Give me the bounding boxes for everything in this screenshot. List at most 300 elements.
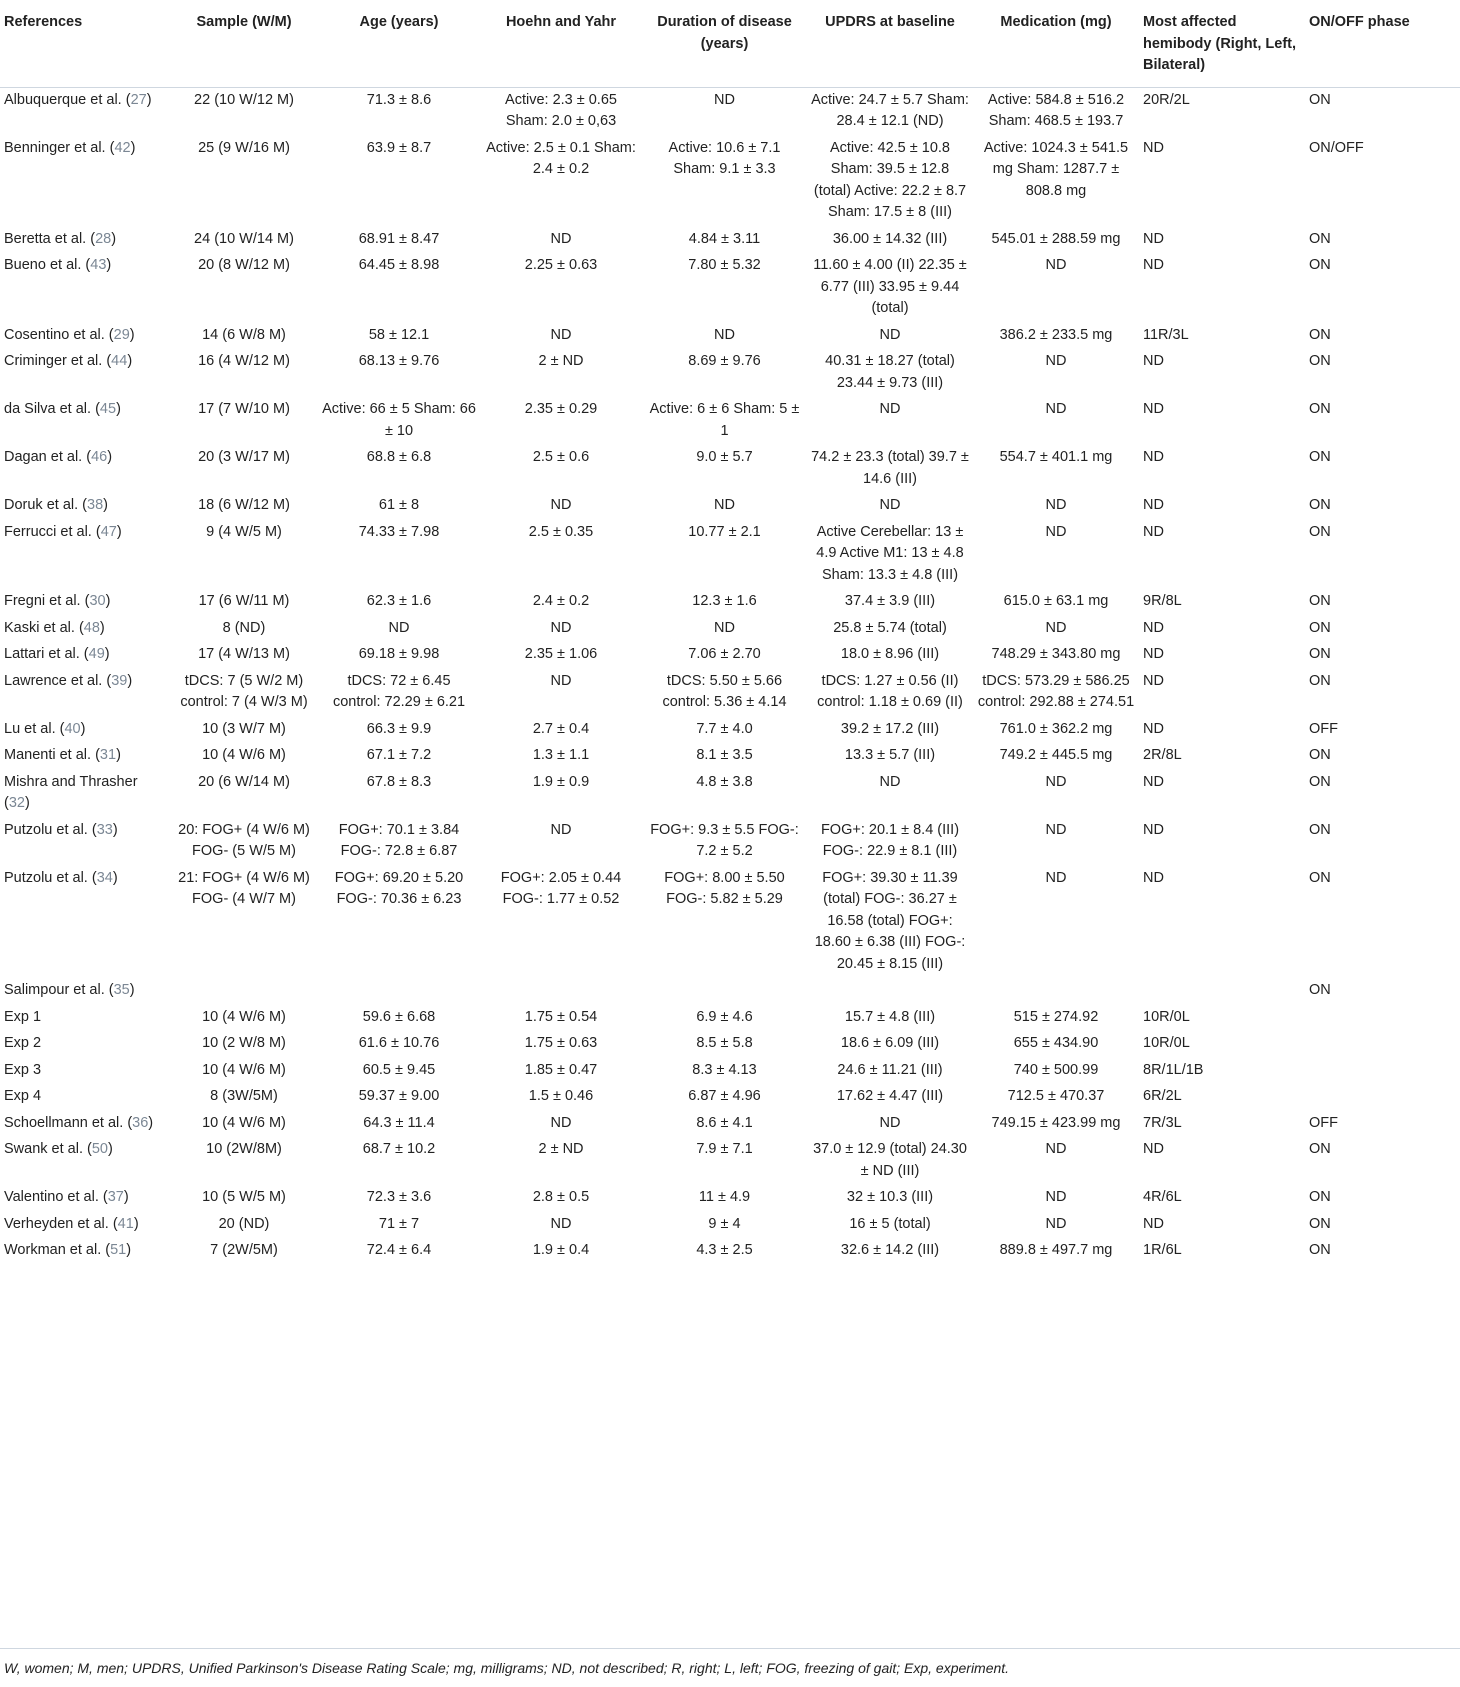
cell-reference: Lattari et al. (49) bbox=[4, 646, 110, 662]
reference-citation-link[interactable]: 44 bbox=[111, 353, 128, 369]
cell-medication bbox=[973, 978, 1139, 1005]
cell-medication: ND bbox=[1045, 401, 1067, 417]
reference-author: Valentino et al. bbox=[4, 1189, 99, 1205]
cell-updrs: 13.3 ± 5.7 (III) bbox=[844, 747, 936, 763]
cell-on-off-phase: ON bbox=[1309, 353, 1331, 369]
reference-citation-link[interactable]: 45 bbox=[99, 401, 117, 417]
cell-age: 67.8 ± 8.3 bbox=[366, 773, 432, 790]
cell-duration: ND bbox=[714, 619, 735, 636]
cell-hoehn-yahr: 1.75 ± 0.54 bbox=[524, 1008, 598, 1025]
cell-hemibody: ND bbox=[1143, 523, 1164, 540]
cell-age: 66.3 ± 9.9 bbox=[366, 720, 432, 737]
cell-duration: ND bbox=[714, 326, 735, 343]
cell-updrs: 18.0 ± 8.96 (III) bbox=[840, 646, 940, 662]
cell-hoehn-yahr: 1.85 ± 0.47 bbox=[524, 1061, 598, 1078]
cell-sample: 20 (3 W/17 M) bbox=[198, 449, 290, 465]
table-row bbox=[0, 717, 1460, 744]
cell-sample: 24 (10 W/14 M) bbox=[194, 230, 294, 247]
reference-citation-link[interactable]: 40 bbox=[64, 720, 81, 737]
cell-sample: 21: FOG+ (4 W/6 M) FOG- (4 W/7 M) bbox=[178, 869, 310, 907]
cell-medication: 749.2 ± 445.5 mg bbox=[999, 747, 1113, 763]
header-references: References bbox=[0, 0, 170, 87]
cell-on-off-phase: ON bbox=[1309, 449, 1331, 465]
reference-citation-link[interactable]: 37 bbox=[107, 1189, 124, 1205]
cell-reference: Manenti et al. (31) bbox=[4, 747, 121, 763]
cell-hoehn-yahr: 2 ± ND bbox=[538, 353, 584, 369]
table-row bbox=[0, 818, 1460, 866]
table-footnote: W, women; M, men; UPDRS, Unified Parkinson's Disease Rating Scale; mg, milligrams; ND, not described; R, right; L, left; FOG, freezing of gait; Exp, experiment. bbox=[4, 1660, 1010, 1676]
cell-updrs: 32.6 ± 14.2 (III) bbox=[840, 1242, 940, 1258]
cell-medication: 712.5 ± 470.37 bbox=[1007, 1088, 1105, 1104]
cell-updrs: 17.62 ± 4.47 (III) bbox=[836, 1088, 944, 1104]
table-row bbox=[0, 1111, 1460, 1138]
cell-medication: tDCS: 573.29 ± 586.25 control: 292.88 ± 274.51 bbox=[977, 672, 1135, 710]
cell-updrs: Active: 24.7 ± 5.7 Sham: 28.4 ± 12.1 (ND) bbox=[811, 91, 969, 129]
cell-hemibody: ND bbox=[1143, 449, 1164, 465]
reference-citation-link[interactable]: 42 bbox=[114, 139, 131, 156]
cell-reference: Fregni et al. (30) bbox=[4, 593, 111, 609]
cell-duration: 12.3 ± 1.6 bbox=[692, 593, 757, 609]
reference-author: Workman et al. bbox=[4, 1242, 102, 1258]
cell-medication: ND bbox=[1045, 497, 1067, 513]
header-duration: Duration of disease (years) bbox=[642, 0, 807, 87]
cell-medication: ND bbox=[1045, 821, 1067, 838]
reference-author: Lawrence et al. bbox=[4, 672, 103, 689]
cell-hemibody: ND bbox=[1143, 619, 1164, 636]
reference-author: Lattari et al. bbox=[4, 646, 80, 662]
cell-hoehn-yahr: ND bbox=[550, 1215, 572, 1232]
cell-hoehn-yahr: 2 ± ND bbox=[538, 1141, 584, 1157]
cell-medication: 889.8 ± 497.7 mg bbox=[999, 1242, 1113, 1258]
reference-citation-link[interactable]: 46 bbox=[91, 449, 108, 465]
cell-updrs: 24.6 ± 11.21 (III) bbox=[837, 1061, 943, 1078]
cell-age: 71.3 ± 8.6 bbox=[366, 91, 432, 108]
cell-medication: ND bbox=[1045, 1141, 1067, 1157]
cell-sample: 20: FOG+ (4 W/6 M) FOG- (5 W/5 M) bbox=[178, 821, 310, 859]
cell-hemibody: ND bbox=[1143, 139, 1164, 156]
reference-citation-link[interactable]: 47 bbox=[100, 523, 117, 540]
reference-citation-link[interactable]: 39 bbox=[111, 672, 128, 689]
cell-hemibody: ND bbox=[1143, 672, 1164, 689]
header-medication: Medication (mg) bbox=[973, 0, 1139, 87]
cell-sample: 10 (3 W/7 M) bbox=[202, 720, 286, 737]
cell-sample: 20 (ND) bbox=[218, 1215, 270, 1232]
cell-duration: 7.9 ± 7.1 bbox=[696, 1141, 753, 1157]
cell-hoehn-yahr: 2.8 ± 0.5 bbox=[532, 1189, 590, 1205]
cell-hemibody: ND bbox=[1143, 257, 1164, 273]
cell-reference: Criminger et al. (44) bbox=[4, 353, 133, 369]
cell-duration: Active: 6 ± 6 Sham: 5 ± 1 bbox=[649, 401, 800, 439]
cell-on-off-phase: ON bbox=[1309, 747, 1331, 763]
header-sample: Sample (W/M) bbox=[170, 0, 318, 87]
cell-age: tDCS: 72 ± 6.45 control: 72.29 ± 6.21 bbox=[332, 672, 466, 710]
table-row bbox=[0, 770, 1460, 818]
cell-updrs: FOG+: 39.30 ± 11.39 (total) FOG-: 36.27 ± 16.58 (total) FOG+: 18.60 ± 6.38 (III) FOG-: 20.45 ± 8.15 (III) bbox=[814, 869, 966, 972]
cell-reference bbox=[0, 1084, 170, 1111]
table-row bbox=[0, 669, 1460, 717]
cell-hoehn-yahr: ND bbox=[550, 1114, 572, 1131]
cell-duration: 9.0 ± 5.7 bbox=[696, 449, 753, 465]
cell-reference: Beretta et al. (28) bbox=[4, 230, 117, 247]
cell-on-off-phase: ON bbox=[1309, 646, 1331, 662]
cell-reference: Benninger et al. (42) bbox=[4, 139, 136, 156]
cell-duration: 8.3 ± 4.13 bbox=[692, 1061, 757, 1078]
cell-age: 63.9 ± 8.7 bbox=[366, 139, 432, 156]
cell-hemibody: 1R/6L bbox=[1143, 1242, 1182, 1258]
cell-sample: 20 (6 W/14 M) bbox=[198, 773, 290, 790]
cell-updrs: 18.6 ± 6.09 (III) bbox=[840, 1035, 940, 1051]
cell-hemibody: 8R/1L/1B bbox=[1143, 1061, 1204, 1078]
cell-duration: 6.9 ± 4.6 bbox=[696, 1008, 753, 1025]
cell-updrs: 25.8 ± 5.74 (total) bbox=[833, 619, 947, 636]
cell-on-off-phase: ON bbox=[1309, 821, 1331, 838]
reference-author: Fregni et al. bbox=[4, 593, 81, 609]
cell-updrs: ND bbox=[879, 773, 901, 790]
reference-author: Kaski et al. bbox=[4, 619, 75, 636]
cell-on-off-phase: ON bbox=[1309, 91, 1331, 108]
table-row bbox=[0, 1185, 1460, 1212]
cell-reference: Cosentino et al. (29) bbox=[4, 326, 135, 343]
table-row bbox=[0, 1058, 1460, 1085]
cell-age: ND bbox=[388, 619, 410, 636]
cell-sample: 10 (2 W/8 M) bbox=[202, 1035, 286, 1051]
cell-updrs: 15.7 ± 4.8 (III) bbox=[844, 1008, 936, 1025]
cell-hemibody: ND bbox=[1143, 230, 1164, 247]
cell-medication: 749.15 ± 423.99 mg bbox=[991, 1114, 1121, 1131]
table-row bbox=[0, 1212, 1460, 1239]
cell-reference: Workman et al. (51) bbox=[4, 1242, 132, 1258]
cell-updrs: ND bbox=[879, 401, 901, 417]
cell-age: FOG+: 69.20 ± 5.20 FOG-: 70.36 ± 6.23 bbox=[334, 869, 464, 907]
cell-medication: 386.2 ± 233.5 mg bbox=[999, 326, 1113, 343]
cell-hemibody: ND bbox=[1143, 1215, 1164, 1232]
cell-reference: Schoellmann et al. (36) bbox=[4, 1114, 154, 1131]
cell-reference bbox=[0, 1031, 170, 1058]
cell-sample: 16 (4 W/12 M) bbox=[198, 353, 290, 369]
table-body bbox=[0, 87, 1460, 1265]
table-row bbox=[0, 616, 1460, 643]
cell-sample bbox=[170, 978, 318, 1005]
cell-duration: 7.7 ± 4.0 bbox=[696, 720, 753, 737]
cell-age: 61 ± 8 bbox=[378, 497, 420, 513]
reference-author: Criminger et al. bbox=[4, 353, 103, 369]
cell-on-off-phase: ON bbox=[1309, 869, 1331, 886]
cell-hemibody: ND bbox=[1143, 821, 1164, 838]
cell-sample: 10 (5 W/5 M) bbox=[202, 1189, 286, 1205]
reference-citation-link[interactable]: 49 bbox=[88, 646, 105, 662]
cell-on-off-phase: ON bbox=[1309, 401, 1331, 417]
cell-age bbox=[318, 978, 480, 1005]
reference-author: Benninger et al. bbox=[4, 139, 106, 156]
cell-reference: Verheyden et al. (41) bbox=[4, 1215, 139, 1232]
cell-medication: ND bbox=[1045, 257, 1067, 273]
cell-duration: 4.84 ± 3.11 bbox=[688, 230, 761, 247]
reference-author: Putzolu et al. bbox=[4, 821, 88, 838]
cell-reference: Kaski et al. (48) bbox=[4, 619, 105, 636]
reference-citation-link[interactable]: 35 bbox=[113, 982, 130, 998]
cell-sample: 17 (7 W/10 M) bbox=[198, 401, 290, 417]
cell-hemibody: ND bbox=[1143, 497, 1164, 513]
cell-medication: ND bbox=[1045, 869, 1067, 886]
table-row bbox=[0, 227, 1460, 254]
reference-author: Putzolu et al. bbox=[4, 869, 88, 886]
reference-citation-link[interactable]: 30 bbox=[89, 593, 106, 609]
cell-hoehn-yahr: ND bbox=[550, 619, 572, 636]
cell-duration: 10.77 ± 2.1 bbox=[688, 523, 761, 540]
header-on-off-phase: ON/OFF phase bbox=[1305, 0, 1460, 87]
cell-medication: Active: 1024.3 ± 541.5 mg Sham: 1287.7 ± 808.8 mg bbox=[983, 139, 1129, 199]
cell-duration: FOG+: 9.3 ± 5.5 FOG-: 7.2 ± 5.2 bbox=[650, 821, 799, 859]
cell-sample: tDCS: 7 (5 W/2 M) control: 7 (4 W/3 M) bbox=[180, 672, 308, 710]
cell-reference: Ferrucci et al. (47) bbox=[4, 523, 122, 540]
cell-hoehn-yahr: 2.35 ± 1.06 bbox=[524, 646, 598, 662]
cell-age: 64.3 ± 11.4 bbox=[363, 1114, 435, 1131]
cell-sample: 17 (6 W/11 M) bbox=[198, 593, 290, 609]
reference-citation-link[interactable]: 31 bbox=[99, 747, 117, 763]
reference-citation-link[interactable]: 29 bbox=[113, 326, 130, 343]
reference-author: da Silva et al. bbox=[4, 401, 92, 417]
reference-author: Exp 4 bbox=[4, 1088, 42, 1104]
cell-hoehn-yahr: 1.9 ± 0.9 bbox=[532, 773, 590, 790]
cell-sample: 10 (4 W/6 M) bbox=[202, 747, 286, 763]
cell-duration: FOG+: 8.00 ± 5.50 FOG-: 5.82 ± 5.29 bbox=[664, 869, 785, 907]
table-row bbox=[0, 445, 1460, 493]
table-row bbox=[0, 1031, 1460, 1058]
cell-reference: Valentino et al. (37) bbox=[4, 1189, 129, 1205]
table-row bbox=[0, 397, 1460, 445]
cell-updrs: 37.4 ± 3.9 (III) bbox=[844, 593, 936, 609]
cell-duration: Active: 10.6 ± 7.1 Sham: 9.1 ± 3.3 bbox=[668, 139, 781, 177]
header-row bbox=[0, 0, 1460, 87]
cell-duration: ND bbox=[714, 497, 735, 513]
table-row bbox=[0, 589, 1460, 616]
cell-reference: Albuquerque et al. (27) bbox=[4, 91, 152, 108]
cell-hoehn-yahr: FOG+: 2.05 ± 0.44 FOG-: 1.77 ± 0.52 bbox=[500, 869, 622, 907]
table-row bbox=[0, 642, 1460, 669]
cell-updrs: Active Cerebellar: 13 ± 4.9 Active M1: 13 ± 4.8 Sham: 13.3 ± 4.8 (III) bbox=[816, 523, 964, 583]
cell-duration: 8.5 ± 5.8 bbox=[696, 1035, 753, 1051]
cell-duration: 7.06 ± 2.70 bbox=[688, 646, 761, 662]
cell-sample: 7 (2W/5M) bbox=[210, 1242, 278, 1258]
table-row bbox=[0, 1238, 1460, 1265]
cell-on-off-phase: ON bbox=[1309, 497, 1331, 513]
reference-citation-link[interactable]: 28 bbox=[95, 230, 112, 247]
cell-medication: ND bbox=[1045, 773, 1067, 790]
cell-hoehn-yahr: ND bbox=[550, 672, 572, 689]
cell-updrs: ND bbox=[879, 497, 901, 513]
reference-author: Swank et al. bbox=[4, 1141, 83, 1157]
table-row bbox=[0, 493, 1460, 520]
reference-author: Lu et al. bbox=[4, 720, 56, 737]
cell-age: 72.3 ± 3.6 bbox=[366, 1189, 432, 1205]
cell-age: 71 ± 7 bbox=[378, 1215, 420, 1232]
cell-duration: tDCS: 5.50 ± 5.66 control: 5.36 ± 4.14 bbox=[662, 672, 787, 710]
cell-reference: Putzolu et al. (34) bbox=[4, 869, 118, 886]
reference-citation-link[interactable]: 43 bbox=[90, 257, 107, 273]
cell-sample: 20 (8 W/12 M) bbox=[198, 257, 290, 273]
cell-medication: ND bbox=[1045, 1189, 1067, 1205]
table-row bbox=[0, 1084, 1460, 1111]
table-row bbox=[0, 87, 1460, 136]
cell-reference: Putzolu et al. (33) bbox=[4, 821, 118, 838]
cell-duration bbox=[642, 978, 807, 1005]
cell-on-off-phase: ON bbox=[1309, 1141, 1331, 1157]
cell-duration: 6.87 ± 4.96 bbox=[688, 1088, 761, 1104]
cell-hoehn-yahr: 2.5 ± 0.6 bbox=[532, 449, 590, 465]
cell-hoehn-yahr: 1.75 ± 0.63 bbox=[524, 1035, 598, 1051]
cell-medication: 554.7 ± 401.1 mg bbox=[999, 449, 1113, 465]
cell-medication: 615.0 ± 63.1 mg bbox=[1003, 593, 1109, 609]
cell-sample: 10 (4 W/6 M) bbox=[202, 1061, 286, 1078]
cell-sample: 25 (9 W/16 M) bbox=[198, 139, 290, 156]
reference-citation-link[interactable]: 27 bbox=[130, 91, 147, 108]
cell-hemibody: ND bbox=[1143, 1141, 1164, 1157]
cell-medication: ND bbox=[1045, 523, 1067, 540]
reference-author: Albuquerque et al. bbox=[4, 91, 122, 108]
cell-on-off-phase: ON/OFF bbox=[1309, 139, 1364, 156]
reference-author: Bueno et al. bbox=[4, 257, 82, 273]
reference-citation-link[interactable]: 41 bbox=[117, 1215, 134, 1232]
reference-author: Doruk et al. bbox=[4, 497, 79, 513]
cell-reference: Bueno et al. (43) bbox=[4, 257, 112, 273]
cell-updrs bbox=[807, 978, 973, 1005]
reference-author: Exp 2 bbox=[4, 1035, 42, 1051]
cell-age: 60.5 ± 9.45 bbox=[362, 1061, 436, 1078]
cell-hoehn-yahr: ND bbox=[550, 821, 572, 838]
cell-hemibody: ND bbox=[1143, 773, 1164, 790]
cell-medication: ND bbox=[1045, 353, 1067, 369]
table-row bbox=[0, 520, 1460, 590]
cell-hoehn-yahr: 1.5 ± 0.46 bbox=[528, 1088, 594, 1104]
cell-sample: 22 (10 W/12 M) bbox=[194, 91, 294, 108]
cell-duration: 11 ± 4.9 bbox=[698, 1189, 751, 1205]
cell-reference: Lu et al. (40) bbox=[4, 720, 86, 737]
cell-updrs: 39.2 ± 17.2 (III) bbox=[840, 720, 940, 737]
reference-citation-link[interactable]: 50 bbox=[91, 1141, 108, 1157]
reference-citation-link[interactable]: 34 bbox=[96, 869, 113, 886]
reference-author: Schoellmann et al. bbox=[4, 1114, 124, 1131]
cell-on-off-phase: ON bbox=[1309, 773, 1331, 790]
cell-hemibody: 7R/3L bbox=[1143, 1114, 1182, 1131]
reference-citation-link[interactable]: 38 bbox=[87, 497, 104, 513]
reference-citation-link[interactable]: 51 bbox=[110, 1242, 127, 1258]
cell-hoehn-yahr: 2.4 ± 0.2 bbox=[532, 593, 590, 609]
cell-age: FOG+: 70.1 ± 3.84 FOG-: 72.8 ± 6.87 bbox=[338, 821, 460, 859]
cell-hemibody: 9R/8L bbox=[1143, 593, 1182, 609]
cell-on-off-phase bbox=[1305, 1058, 1460, 1085]
cell-on-off-phase: OFF bbox=[1309, 720, 1338, 737]
cell-updrs: 16 ± 5 (total) bbox=[849, 1215, 931, 1232]
cell-age: 68.91 ± 8.47 bbox=[358, 230, 440, 247]
cell-reference bbox=[0, 1005, 170, 1032]
cell-reference: Swank et al. (50) bbox=[4, 1141, 113, 1157]
cell-hemibody: 20R/2L bbox=[1143, 91, 1190, 108]
cell-medication: ND bbox=[1045, 619, 1067, 636]
cell-reference: da Silva et al. (45) bbox=[4, 401, 121, 417]
cell-age: 74.33 ± 7.98 bbox=[358, 523, 440, 540]
table-row bbox=[0, 866, 1460, 979]
cell-medication: 545.01 ± 288.59 mg bbox=[991, 230, 1121, 247]
cell-on-off-phase: ON bbox=[1309, 1215, 1331, 1232]
cell-age: 69.18 ± 9.98 bbox=[358, 646, 440, 662]
cell-medication: ND bbox=[1045, 1215, 1067, 1232]
cell-medication: 740 ± 500.99 bbox=[1013, 1061, 1099, 1078]
cell-on-off-phase: OFF bbox=[1309, 1114, 1338, 1131]
cell-on-off-phase: ON bbox=[1309, 1189, 1331, 1205]
reference-citation-link[interactable]: 36 bbox=[132, 1114, 149, 1131]
reference-author: Beretta et al. bbox=[4, 230, 87, 247]
cell-updrs: FOG+: 20.1 ± 8.4 (III) FOG-: 22.9 ± 8.1 (III) bbox=[820, 821, 960, 859]
cell-hoehn-yahr bbox=[480, 978, 642, 1005]
cell-duration: 4.8 ± 3.8 bbox=[696, 773, 753, 790]
cell-sample: 10 (4 W/6 M) bbox=[202, 1114, 286, 1131]
cell-hemibody: 10R/0L bbox=[1143, 1008, 1190, 1025]
cell-hoehn-yahr: ND bbox=[550, 326, 572, 343]
cell-updrs: 11.60 ± 4.00 (II) 22.35 ± 6.77 (III) 33.95 ± 9.44 (total) bbox=[813, 257, 967, 316]
reference-citation-link[interactable]: 48 bbox=[83, 619, 100, 636]
header-updrs: UPDRS at baseline bbox=[807, 0, 973, 87]
cell-hemibody: 4R/6L bbox=[1143, 1189, 1182, 1205]
cell-on-off-phase: ON bbox=[1309, 326, 1331, 343]
cell-reference: Salimpour et al. (35) bbox=[4, 982, 135, 998]
reference-author: Cosentino et al. bbox=[4, 326, 105, 343]
cell-updrs: 74.2 ± 23.3 (total) 39.7 ± 14.6 (III) bbox=[811, 449, 969, 487]
cell-age: 62.3 ± 1.6 bbox=[366, 593, 432, 609]
table-row bbox=[0, 323, 1460, 350]
reference-author: Salimpour et al. bbox=[4, 982, 105, 998]
header-hoehn-yahr: Hoehn and Yahr bbox=[480, 0, 642, 87]
cell-on-off-phase: ON bbox=[1309, 257, 1331, 273]
reference-author: Exp 3 bbox=[4, 1061, 42, 1078]
cell-updrs: tDCS: 1.27 ± 0.56 (II) control: 1.18 ± 0.69 (II) bbox=[817, 672, 963, 710]
cell-updrs: ND bbox=[879, 326, 901, 343]
cell-hemibody: ND bbox=[1143, 720, 1164, 737]
cell-hemibody: ND bbox=[1143, 353, 1164, 369]
cell-reference: Doruk et al. (38) bbox=[4, 497, 108, 513]
reference-author: Manenti et al. bbox=[4, 747, 92, 763]
cell-sample: 10 (4 W/6 M) bbox=[202, 1008, 286, 1025]
reference-author: Dagan et al. bbox=[4, 449, 83, 465]
cell-sample: 8 (3W/5M) bbox=[210, 1088, 278, 1104]
cell-hemibody: 2R/8L bbox=[1143, 747, 1182, 763]
reference-citation-link[interactable]: 32 bbox=[8, 795, 25, 811]
cell-sample: 14 (6 W/8 M) bbox=[202, 326, 286, 343]
cell-hemibody: ND bbox=[1143, 869, 1164, 886]
cell-reference bbox=[0, 1058, 170, 1085]
cell-duration: ND bbox=[714, 91, 735, 108]
cell-age: 59.37 ± 9.00 bbox=[358, 1088, 440, 1104]
cell-hemibody: 11R/3L bbox=[1143, 326, 1189, 343]
cell-updrs: 40.31 ± 18.27 (total) 23.44 ± 9.73 (III) bbox=[825, 353, 955, 391]
cell-medication: 761.0 ± 362.2 mg bbox=[999, 720, 1113, 737]
cell-on-off-phase bbox=[1305, 1005, 1460, 1032]
cell-hoehn-yahr: 2.7 ± 0.4 bbox=[532, 720, 590, 737]
cell-hoehn-yahr: Active: 2.5 ± 0.1 Sham: 2.4 ± 0.2 bbox=[486, 139, 636, 177]
cell-on-off-phase: ON bbox=[1309, 593, 1331, 609]
cell-hemibody: ND bbox=[1143, 401, 1164, 417]
reference-citation-link[interactable]: 33 bbox=[96, 821, 113, 838]
table-row bbox=[0, 743, 1460, 770]
cell-medication: 515 ± 274.92 bbox=[1013, 1008, 1099, 1025]
table-row bbox=[0, 136, 1460, 227]
cell-age: 68.13 ± 9.76 bbox=[358, 353, 440, 369]
reference-author: Verheyden et al. bbox=[4, 1215, 109, 1232]
cell-reference: Mishra and Thrasher (32) bbox=[4, 773, 138, 811]
cell-hoehn-yahr: Active: 2.3 ± 0.65 Sham: 2.0 ± 0,63 bbox=[505, 91, 617, 129]
cell-medication: 748.29 ± 343.80 mg bbox=[991, 646, 1121, 662]
cell-hoehn-yahr: ND bbox=[550, 497, 572, 513]
table-bottom-rule bbox=[0, 1648, 1460, 1649]
